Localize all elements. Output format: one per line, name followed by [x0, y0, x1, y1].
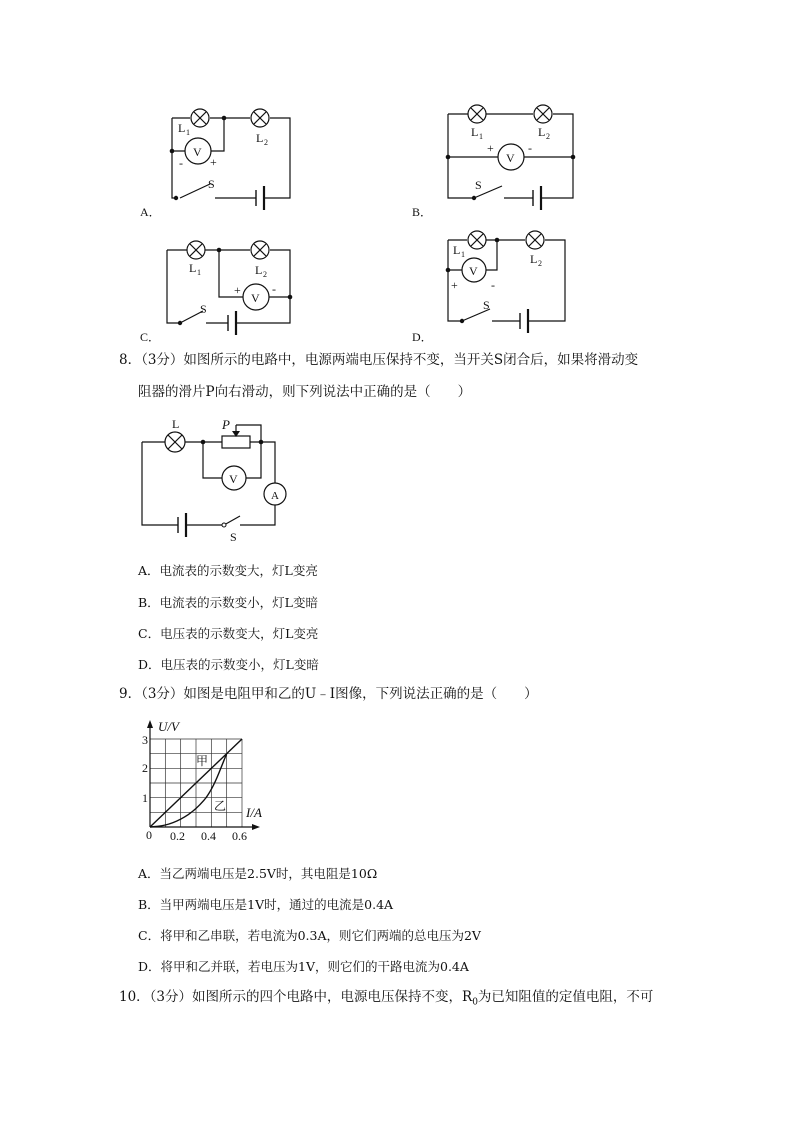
question-8-option-b[interactable]: B．电流表的示数变小，灯L变暗	[138, 595, 318, 610]
svg-text:2: 2	[546, 132, 550, 141]
question-8-option-c[interactable]: C．电压表的示数变大，灯L变亮	[138, 626, 319, 641]
svg-text:L: L	[530, 252, 538, 266]
question-9-stem: 9．（3分）如图是电阻甲和乙的U﹣I图像，下列说法正确的是（ ）	[119, 686, 538, 702]
x-tick-0-6: 0.6	[232, 829, 247, 843]
lamp-label-l1: L	[178, 121, 186, 135]
x-axis-arrow	[252, 824, 260, 830]
svg-text:L: L	[189, 261, 197, 275]
option-label-d: D．	[412, 330, 433, 344]
x-tick-0-2: 0.2	[170, 829, 185, 843]
svg-text:-: -	[491, 278, 495, 292]
question-9-option-b[interactable]: B．当甲两端电压是1V时，通过的电流是0.4A	[138, 897, 394, 912]
svg-text:S: S	[200, 302, 207, 316]
svg-text:+: +	[210, 155, 217, 169]
svg-text:1: 1	[461, 250, 465, 259]
x-axis-label: I/A	[246, 805, 262, 820]
series-label-jia: 甲	[196, 754, 209, 768]
slider-label: P	[222, 417, 230, 432]
svg-text:L: L	[255, 263, 263, 277]
svg-text:+: +	[234, 283, 241, 297]
svg-text:V: V	[506, 151, 515, 165]
question-8-option-d[interactable]: D．电压表的示数变小，灯L变暗	[138, 657, 319, 672]
option-label-b: B．	[412, 205, 433, 219]
switch-label: S	[208, 177, 215, 191]
y-axis-label: U/V	[158, 719, 179, 734]
question-8-stem-line1: 8．（3分）如图所示的电路中，电源两端电压保持不变，当开关S闭合后，如果将滑动变	[119, 352, 639, 368]
svg-text:L: L	[471, 125, 479, 139]
svg-text:2: 2	[263, 270, 267, 279]
svg-text:S: S	[475, 178, 482, 192]
svg-text:-: -	[272, 282, 276, 296]
question-8-option-a[interactable]: A．电流表的示数变大，灯L变亮	[138, 563, 318, 578]
option-label-c: C．	[140, 330, 161, 344]
lamp-label: L	[172, 417, 180, 431]
voltmeter-label: V	[229, 472, 238, 486]
svg-text:-: -	[528, 141, 532, 155]
y-axis-arrow	[147, 720, 153, 728]
origin-label: 0	[146, 828, 152, 842]
switch-label: S	[230, 530, 237, 544]
question-9-option-a[interactable]: A．当乙两端电压是2.5V时，其电阻是10Ω	[138, 866, 378, 881]
svg-text:V: V	[469, 264, 478, 278]
question-9-option-d[interactable]: D．将甲和乙并联，若电压为1V，则它们的干路电流为0.4A	[138, 959, 469, 974]
x-tick-0-4: 0.4	[201, 829, 216, 843]
voltmeter-label: V	[193, 145, 202, 159]
svg-text:1: 1	[197, 268, 201, 277]
y-tick-1: 1	[142, 791, 148, 805]
option-label-a: A．	[140, 205, 161, 219]
series-label-yi: 乙	[214, 799, 227, 813]
y-tick-3: 3	[142, 733, 148, 747]
question-8-stem-line2: 阻器的滑片P向右滑动，则下列说法中正确的是（ ）	[138, 384, 472, 400]
svg-text:S: S	[483, 298, 490, 312]
y-tick-2: 2	[142, 761, 148, 775]
question-10-stem: 10．（3分）如图所示的四个电路中，电源电压保持不变，$R_0$为已知阻值的定值电阻，不可	[119, 989, 654, 1008]
svg-text:1: 1	[479, 132, 483, 141]
svg-text:2: 2	[264, 138, 268, 147]
question-9-option-c[interactable]: C．将甲和乙串联，若电流为0.3A，则它们两端的总电压为2V	[138, 928, 481, 943]
svg-text:+: +	[451, 278, 458, 292]
svg-text:+: +	[487, 141, 494, 155]
svg-text:L: L	[538, 125, 546, 139]
ammeter-label: A	[271, 490, 279, 502]
svg-text:L: L	[453, 243, 461, 257]
lamp-label-l2: L	[256, 131, 264, 145]
svg-text:1: 1	[186, 128, 190, 137]
svg-text:2: 2	[538, 259, 542, 268]
svg-text:-: -	[179, 156, 183, 170]
svg-text:V: V	[251, 291, 260, 305]
